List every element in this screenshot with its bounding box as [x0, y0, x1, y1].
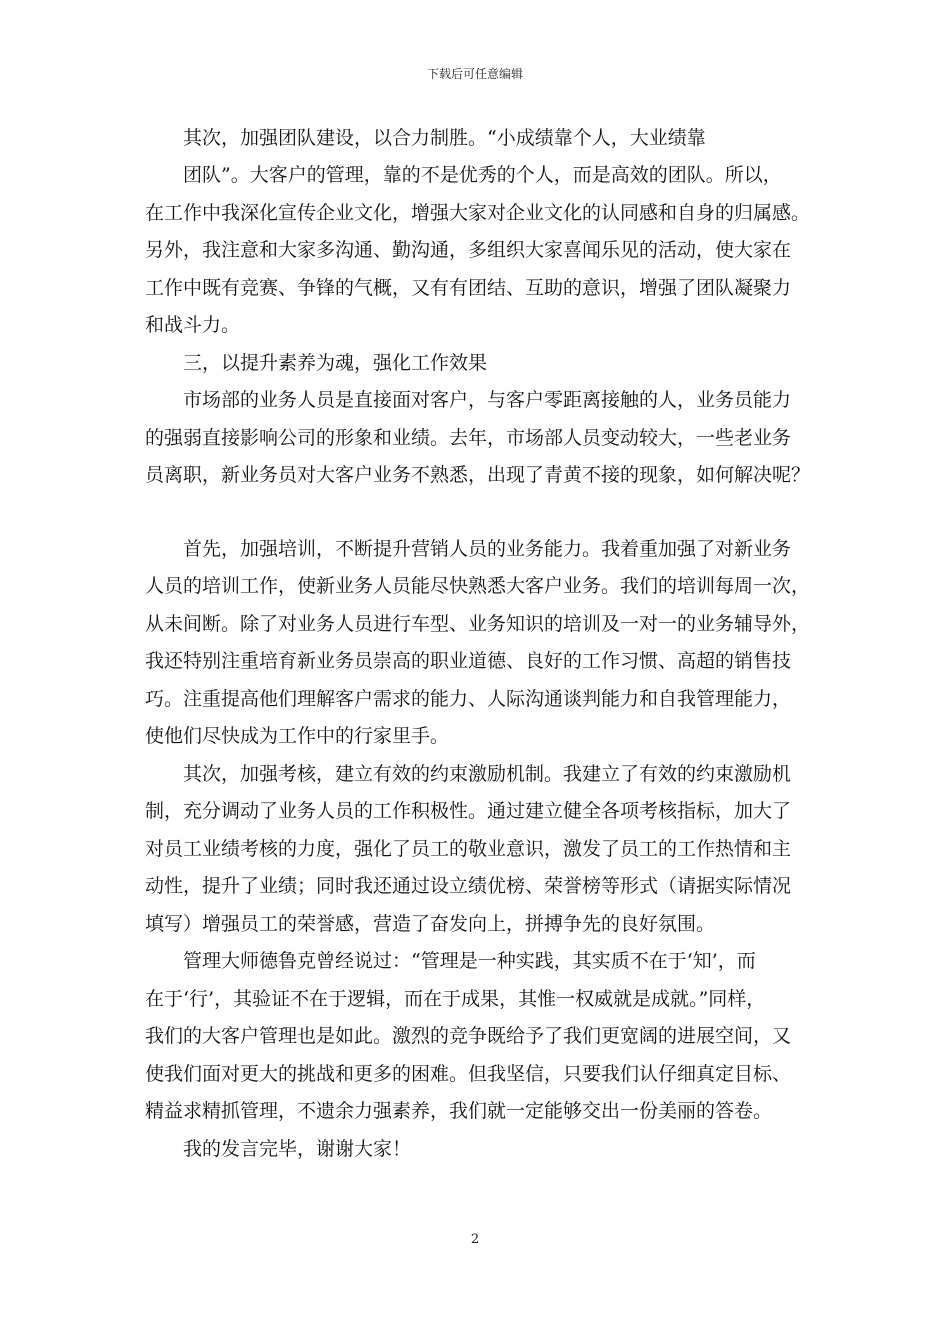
body-line: 在工作中我深化宣传企业文化，增强大家对企业文化的认同感和自身的归属感。 [145, 202, 811, 224]
body-line: 巧。注重提高他们理解客户需求的能力、人际沟通谈判能力和自我管理能力， [145, 688, 792, 710]
body-line: 市场部的业务人员是直接面对客户，与客户零距离接触的人，业务员能力 [183, 389, 792, 411]
body-line: 填写）增强员工的荣誉感，营造了奋发向上，拼搏争先的良好氛围。 [145, 913, 716, 935]
body-line: 人员的培训工作，使新业务人员能尽快熟悉大客户业务。我们的培训每周一次， [145, 575, 811, 597]
body-line: 我还特别注重培育新业务员崇高的职业道德、良好的工作习惯、高超的销售技 [145, 650, 792, 672]
body-line: 工作中既有竞赛、争锋的气概，又有有团结、互助的意识，增强了团队凝聚力 [145, 277, 792, 299]
closing-line: 我的发言完毕，谢谢大家！ [183, 1138, 412, 1160]
body-line: 制，充分调动了业务人员的工作积极性。通过建立健全各项考核指标，加大了 [145, 800, 792, 822]
page-number: 2 [470, 1232, 480, 1247]
body-line: 对员工业绩考核的力度，强化了员工的敬业意识，激发了员工的工作热情和主 [145, 838, 792, 860]
body-line: 其次，加强考核，建立有效的约束激励机制。我建立了有效的约束激励机 [183, 763, 792, 785]
body-line: 精益求精抓管理，不遗余力强素养，我们就一定能够交出一份美丽的答卷。 [145, 1100, 773, 1122]
body-line: 其次，加强团队建设，以合力制胜。“小成绩靠个人，大业绩靠 [183, 127, 706, 149]
body-line: 首先，加强培训，不断提升营销人员的业务能力。我着重加强了对新业务 [183, 538, 792, 560]
body-line: 和战斗力。 [145, 314, 241, 336]
body-line: 员离职，新业务员对大客户业务不熟悉，出现了青黄不接的现象，如何解决呢？ [145, 464, 811, 486]
body-line: 团队”。大客户的管理，靠的不是优秀的个人，而是高效的团队。所以， [183, 164, 782, 186]
body-line: 我们的大客户管理也是如此。激烈的竞争既给予了我们更宽阔的进展空间，又 [145, 1025, 792, 1047]
body-line: 在于‘行’，其验证不在于逻辑，而在于成果，其惟一权威就是成就。”同样， [145, 988, 766, 1010]
body-line: 动性，提升了业绩；同时我还通过设立绩优榜、荣誉榜等形式（请据实际情况 [145, 875, 792, 897]
page-header: 下载后可任意编辑 [426, 67, 523, 81]
body-line: 从未间断。除了对业务人员进行车型、业务知识的培训及一对一的业务辅导外， [145, 613, 811, 635]
section-heading: 三，以提升素养为魂，强化工作效果 [183, 352, 488, 374]
body-line: 使我们面对更大的挑战和更多的困难。但我坚信，只要我们认仔细真定目标、 [145, 1063, 792, 1085]
body-line: 的强弱直接影响公司的形象和业绩。去年，市场部人员变动较大，一些老业务 [145, 427, 792, 449]
body-line: 另外，我注意和大家多沟通、勤沟通，多组织大家喜闻乐见的活动，使大家在 [145, 239, 792, 261]
body-line: 管理大师德鲁克曾经说过：“管理是一种实践，其实质不在于‘知’，而 [183, 950, 756, 972]
body-line: 使他们尽快成为工作中的行家里手。 [145, 725, 450, 747]
